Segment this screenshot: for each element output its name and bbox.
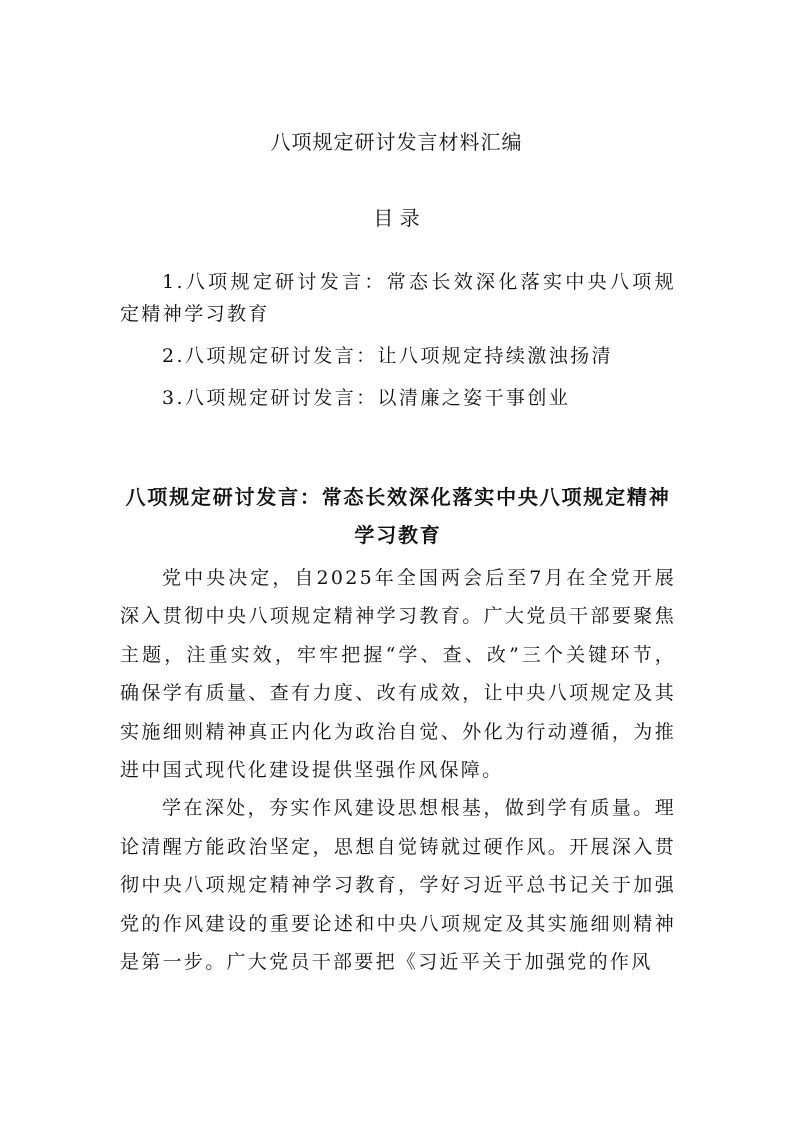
section-body [120, 559, 676, 981]
document-title: 八项规定研讨发言材料汇编 [270, 130, 523, 154]
paragraph-1: 党中央决定，自2025年全国两会后至7月在全党开展深入贯彻中央八项规定精神学习教育。广大党员干部要聚焦主题，注重实效，牢牢把握“学、查、改”三个关键环节，确保学有质量、查有力度、改有成效，让中央八项规定及其实施细则精神真正内化为政治自觉、外化为行动遵循，为推进中国式现代化建设提供坚强作风保障。 [120, 567, 676, 782]
toc-item-1: 1.八项规定研讨发言：常态长效深化落实中央八项规定精神学习教育 [120, 271, 676, 325]
paragraph-2: 学在深处，夯实作风建设思想根基，做到学有质量。理论清醒方能政治坚定，思想自觉铸就过硬作风。开展深入贯彻中央八项规定精神学习教育，学好习近平总书记关于加强党的作风建设的重要论述和中央八项规定及其实施细则精神是第一步。广大党员干部要把《习近平关于加强党的作风 [120, 797, 676, 974]
toc-item-3: 3.八项规定研讨发言：以清廉之姿干事创业 [162, 387, 571, 409]
toc-heading: 目 录 [373, 206, 420, 230]
table-of-contents [120, 266, 676, 424]
toc-item-2: 2.八项规定研讨发言：让八项规定持续激浊扬清 [162, 345, 613, 367]
section-title: 八项规定研讨发言：常态长效深化落实中央八项规定精神学习教育 [125, 485, 671, 547]
